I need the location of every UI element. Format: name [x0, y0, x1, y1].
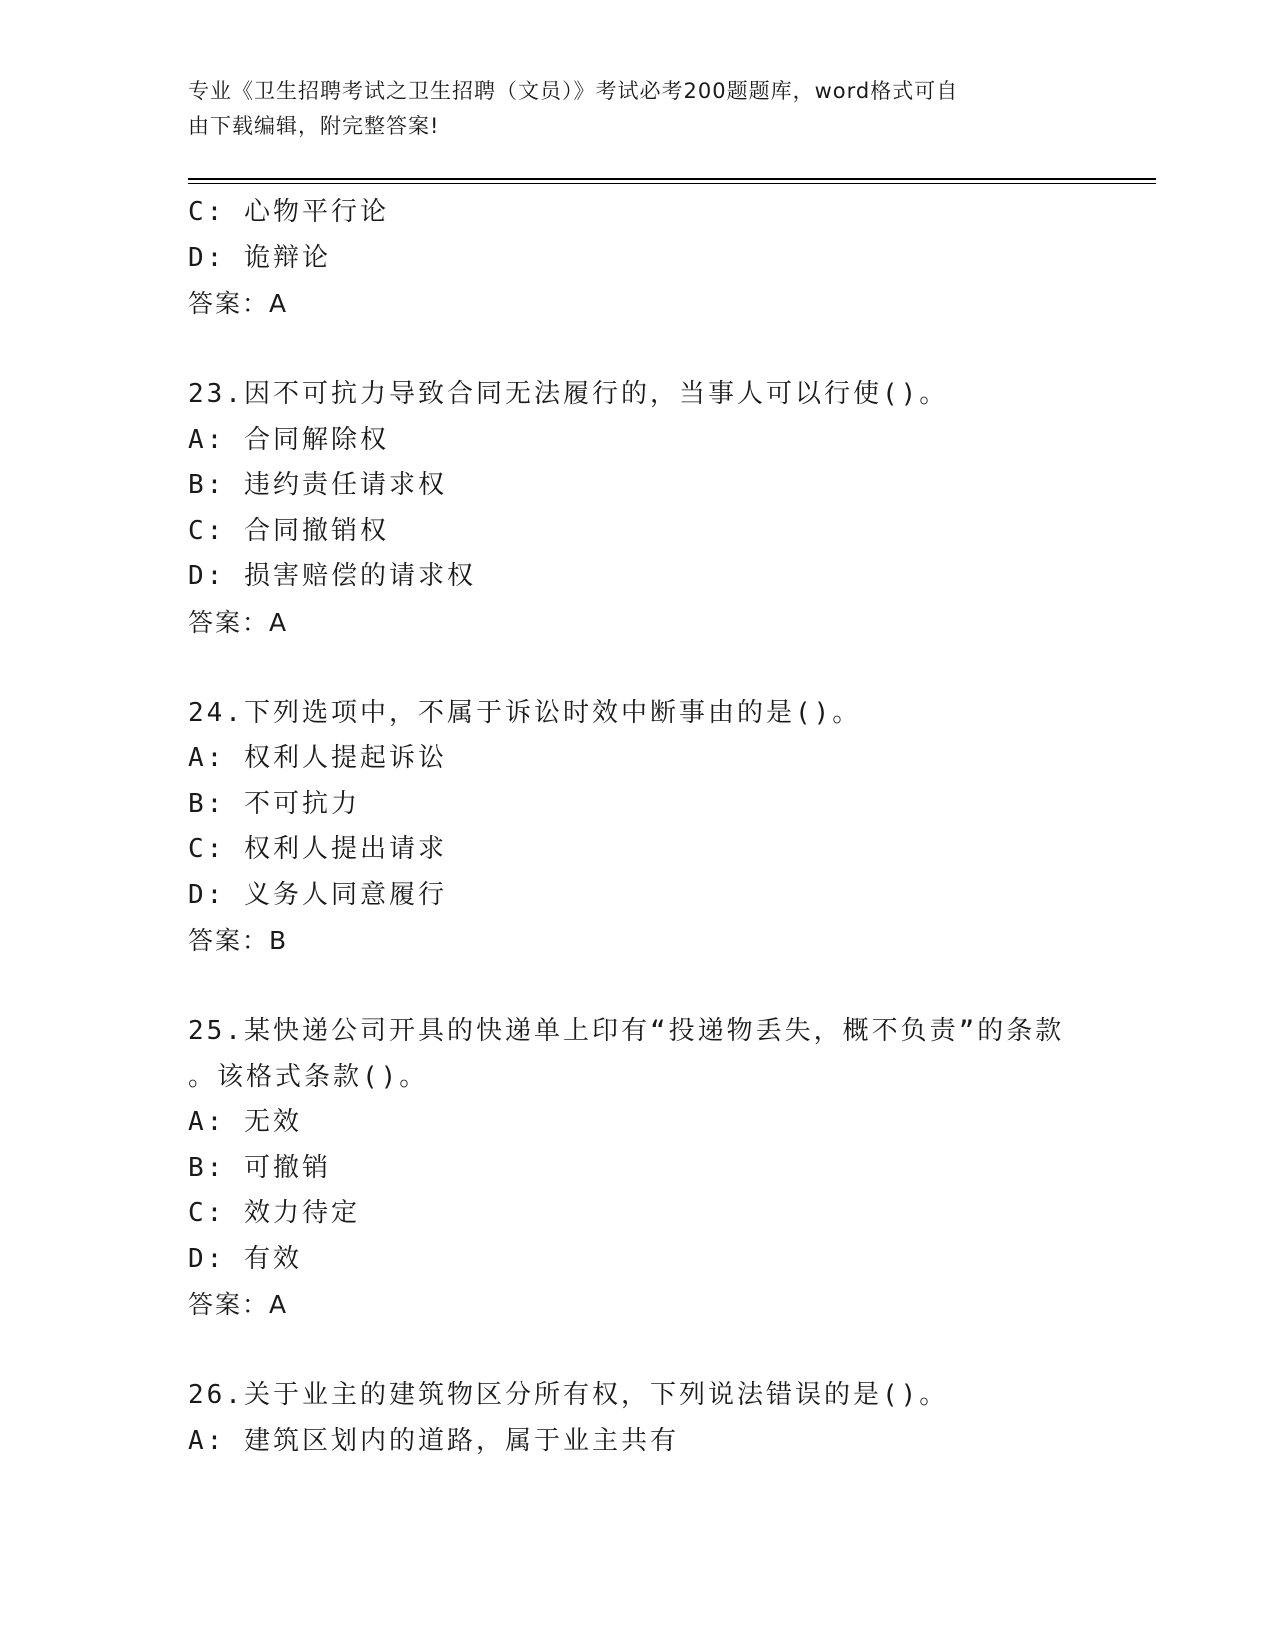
option-a: A: 权利人提起诉讼 — [188, 743, 447, 773]
spacer — [188, 964, 1088, 1010]
option-a: A: 建筑区划内的道路，属于业主共有 — [188, 1425, 679, 1456]
question-block-26 — [188, 1373, 1088, 1464]
spacer — [188, 1328, 1088, 1374]
answer-label: 答案：A — [188, 289, 289, 318]
question-block-prev — [188, 190, 1088, 327]
option-a: A: 合同解除权 — [188, 424, 389, 455]
question-list — [188, 190, 1088, 1464]
question-stem-line-1: 25.某快递公司开具的快递单上印有“投递物丢失，概不负责”的条款 — [188, 1016, 1065, 1046]
question-stem: 23.因不可抗力导致合同无法履行的，当事人可以行使()。 — [188, 379, 949, 409]
header-line-2: 由下载编辑，附完整答案! — [188, 114, 440, 138]
option-a: A: 无效 — [188, 1107, 302, 1137]
option-c: C: 效力待定 — [188, 1198, 360, 1228]
option-d: D: 诡辩论 — [188, 242, 331, 273]
question-stem: 24.下列选项中，不属于诉讼时效中断事由的是()。 — [188, 697, 862, 728]
option-d: D: 义务人同意履行 — [188, 879, 447, 910]
spacer — [188, 327, 1088, 373]
answer-label: 答案：A — [188, 607, 289, 637]
question-block-25 — [188, 1009, 1088, 1328]
header-divider-thin — [188, 183, 1156, 184]
option-b: B: 违约责任请求权 — [188, 470, 447, 500]
document-header — [188, 74, 1088, 144]
option-d: D: 损害赔偿的请求权 — [188, 561, 476, 591]
option-b: B: 不可抗力 — [188, 788, 360, 819]
question-stem-line-2: 。该格式条款()。 — [188, 1061, 429, 1092]
header-divider-thick — [188, 178, 1156, 180]
option-b: B: 可撤销 — [188, 1152, 331, 1183]
answer-label: 答案：B — [188, 926, 289, 955]
option-c: C: 权利人提出请求 — [188, 834, 447, 864]
question-block-24 — [188, 691, 1088, 964]
header-line-1: 专业《卫生招聘考试之卫生招聘（文员）》考试必考200题题库，word格式可自 — [188, 79, 959, 103]
answer-label: 答案：A — [188, 1290, 289, 1319]
option-c: C: 合同撤销权 — [188, 515, 389, 546]
option-c: C: 心物平行论 — [188, 197, 389, 227]
question-stem: 26.关于业主的建筑物区分所有权，下列说法错误的是()。 — [188, 1380, 949, 1410]
spacer — [188, 645, 1088, 691]
option-d: D: 有效 — [188, 1243, 302, 1274]
question-block-23 — [188, 372, 1088, 645]
